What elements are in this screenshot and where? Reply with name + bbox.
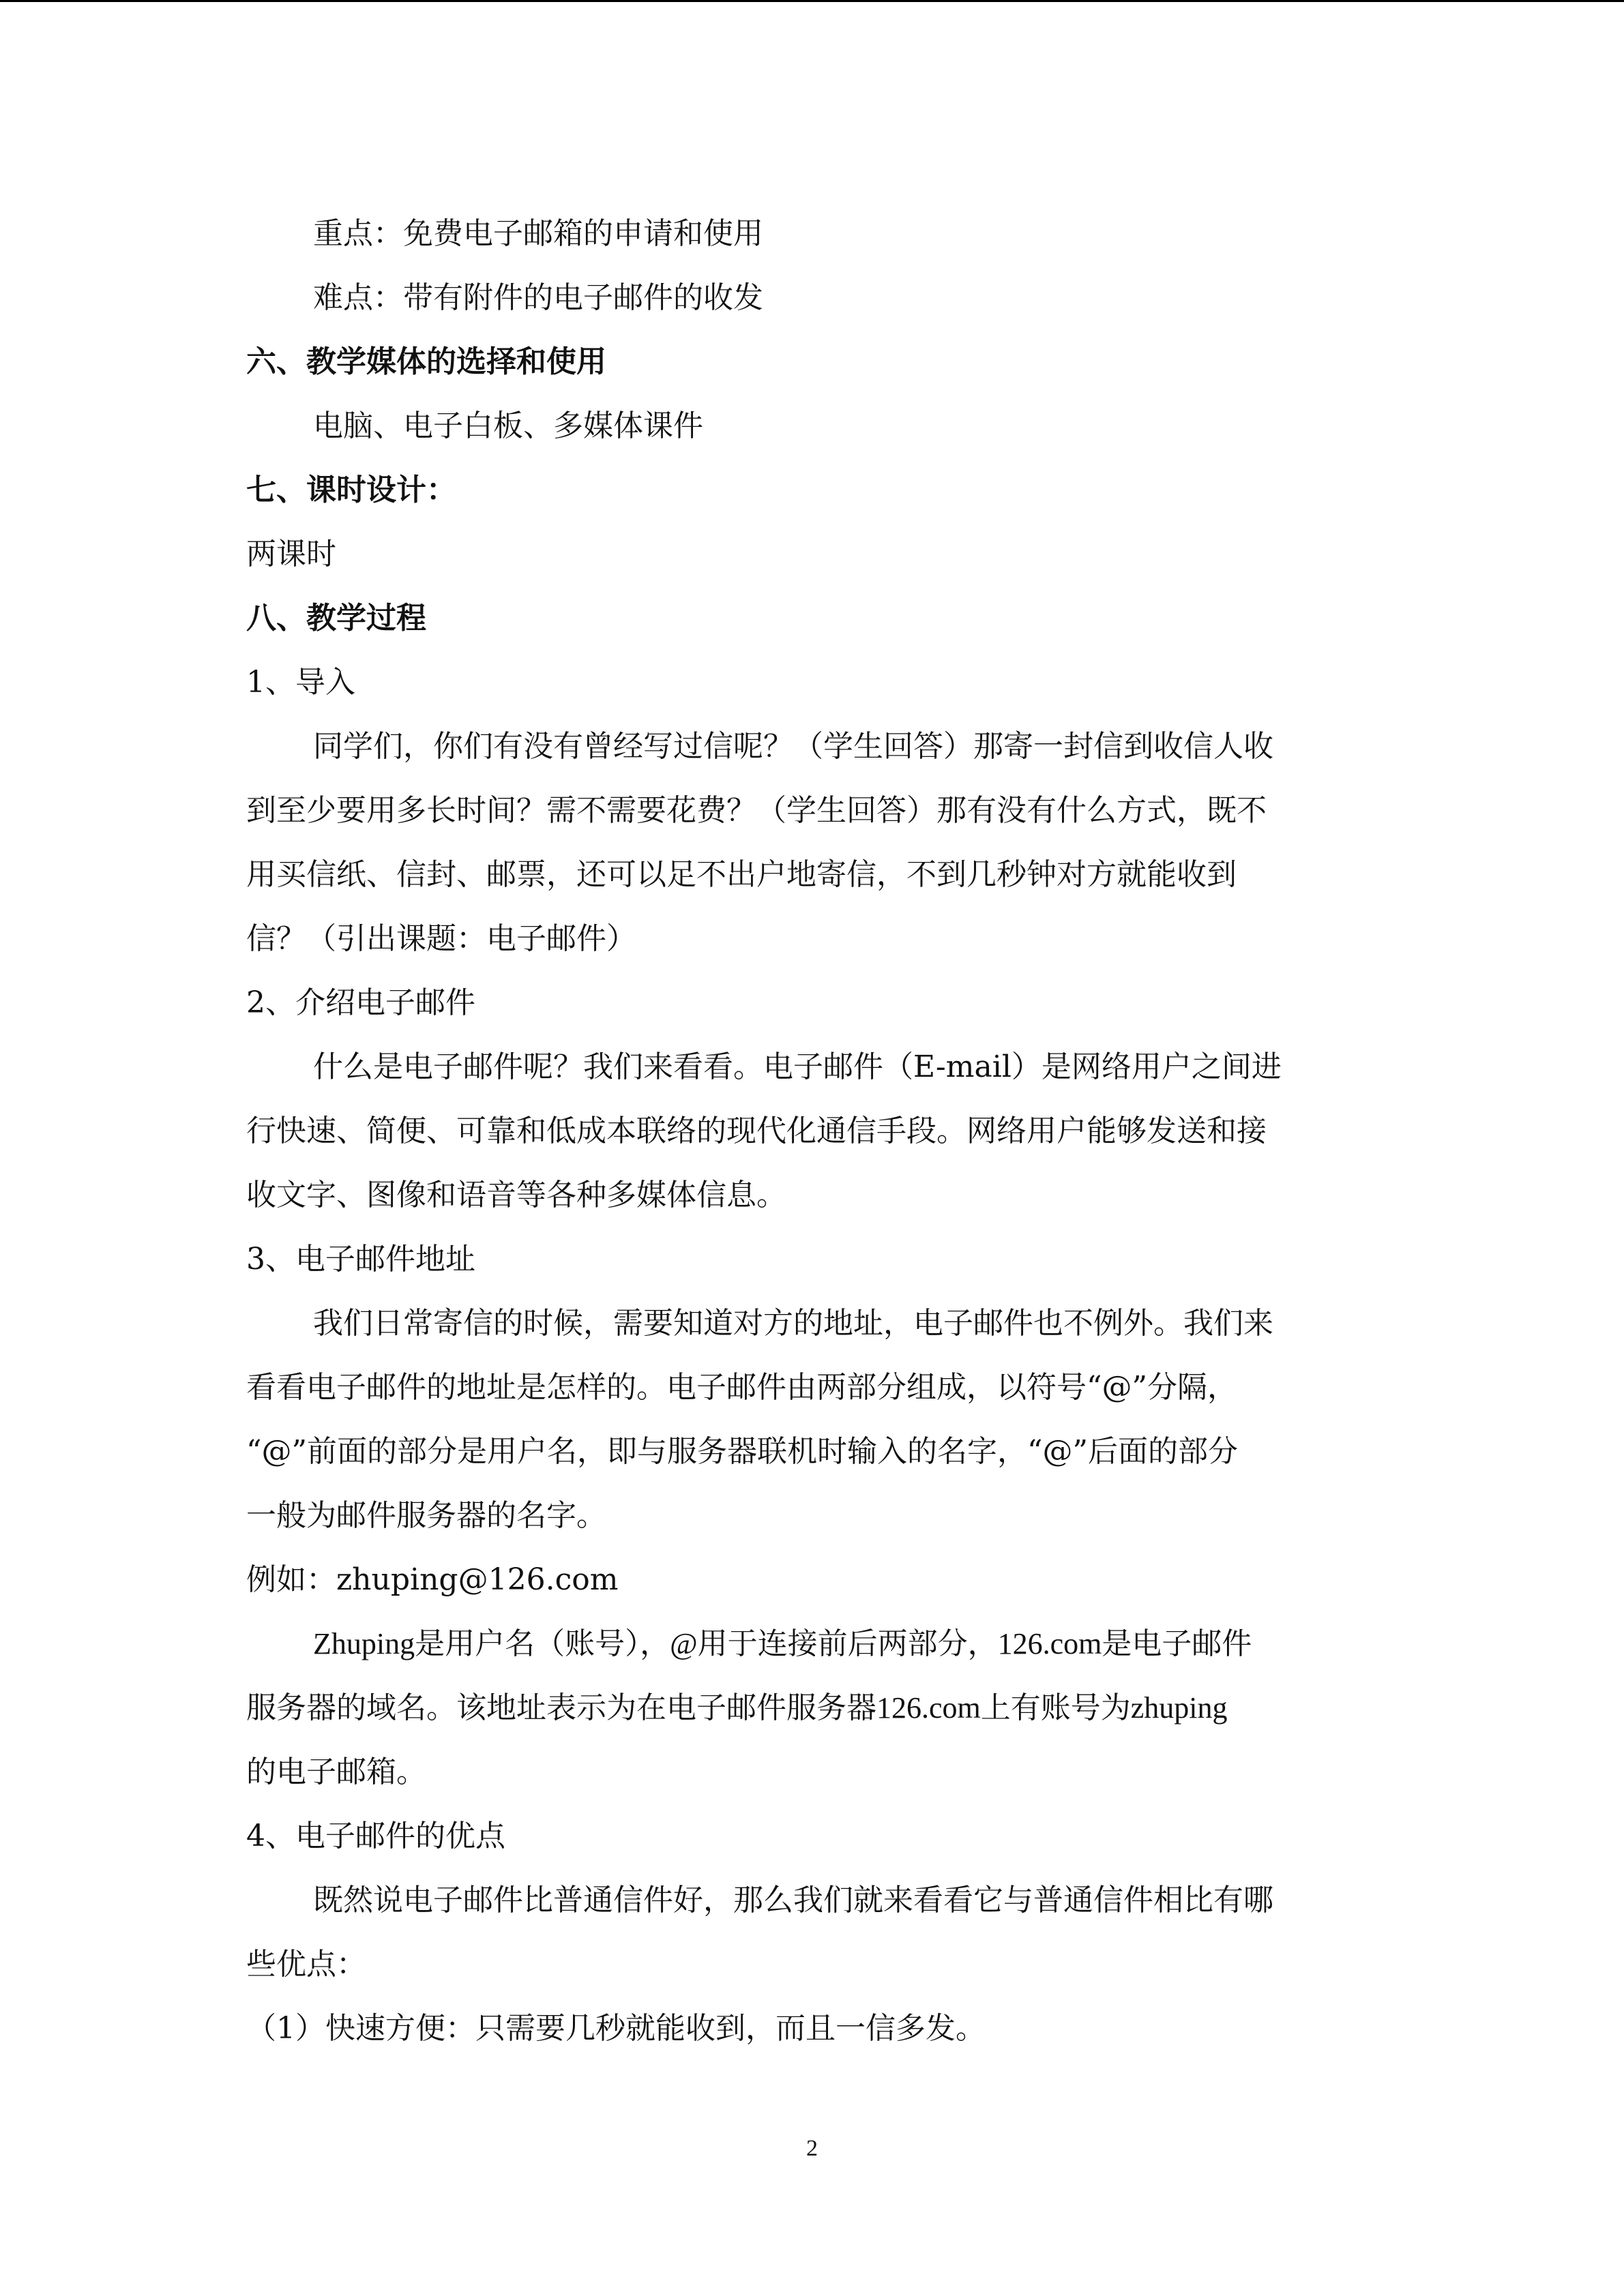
paragraph-line: 我们日常寄信的时候，需要知道对方的地址，电子邮件也不例外。我们来 [313,1306,1273,1341]
difficulty-line: 难点：带有附件的电子邮件的收发 [313,280,763,315]
paragraph-line: Zhuping是用户名（账号），@用于连接前后两部分，126.com是电子邮件 [313,1627,1252,1660]
media-list-line: 电脑、电子白板、多媒体课件 [313,408,703,443]
section-heading-media: 六、教学媒体的选择和使用 [246,344,606,379]
paragraph-line: 信？（引出课题：电子邮件） [246,921,636,956]
subheading-email-address: 3、电子邮件地址 [246,1242,475,1277]
paragraph-line: 行快速、简便、可靠和低成本联络的现代化通信手段。网络用户能够发送和接 [246,1114,1267,1148]
list-item: （1）快速方便：只需要几秒就能收到，而且一信多发。 [246,2011,986,2046]
key-point-line: 重点：免费电子邮箱的申请和使用 [313,216,763,251]
document-body [246,202,1365,2061]
page-number: 2 [806,2136,818,2161]
paragraph-line: “@”前面的部分是用户名，即与服务器联机时输入的名字，“@”后面的部分 [246,1434,1238,1469]
paragraph-line: 用买信纸、信封、邮票，还可以足不出户地寄信，不到几秒钟对方就能收到 [246,857,1237,892]
paragraph-line: 同学们，你们有没有曾经写过信呢？（学生回答）那寄一封信到收信人收 [313,729,1273,764]
paragraph-line: 到至少要用多长时间？需不需要花费？（学生回答）那有没有什么方式，既不 [246,793,1267,828]
example-address-line: 例如：zhuping@126.com [246,1562,619,1597]
paragraph-line: 一般为邮件服务器的名字。 [246,1498,606,1533]
paragraph-line: 的电子邮箱。 [246,1755,426,1789]
section-heading-process: 八、教学过程 [246,601,426,636]
subheading-email-intro: 2、介绍电子邮件 [246,985,475,1020]
paragraph-line: 看看电子邮件的地址是怎样的。电子邮件由两部分组成，以符号“@”分隔， [246,1370,1237,1405]
schedule-line: 两课时 [246,537,336,571]
page-top-border [0,0,1624,2]
paragraph-line: 服务器的域名。该地址表示为在电子邮件服务器126.com上有账号为zhuping [246,1691,1228,1725]
paragraph-line: 收文字、图像和语音等各种多媒体信息。 [246,1178,786,1212]
paragraph-line: 既然说电子邮件比普通信件好，那么我们就来看看它与普通信件相比有哪 [313,1883,1273,1918]
paragraph-line: 什么是电子邮件呢？我们来看看。电子邮件（E-mail）是网络用户之间进 [313,1049,1282,1084]
paragraph-line: 些优点： [246,1947,366,1982]
section-heading-schedule: 七、课时设计： [246,473,456,507]
subheading-email-advantages: 4、电子邮件的优点 [246,1819,505,1853]
subheading-intro: 1、导入 [246,665,355,700]
